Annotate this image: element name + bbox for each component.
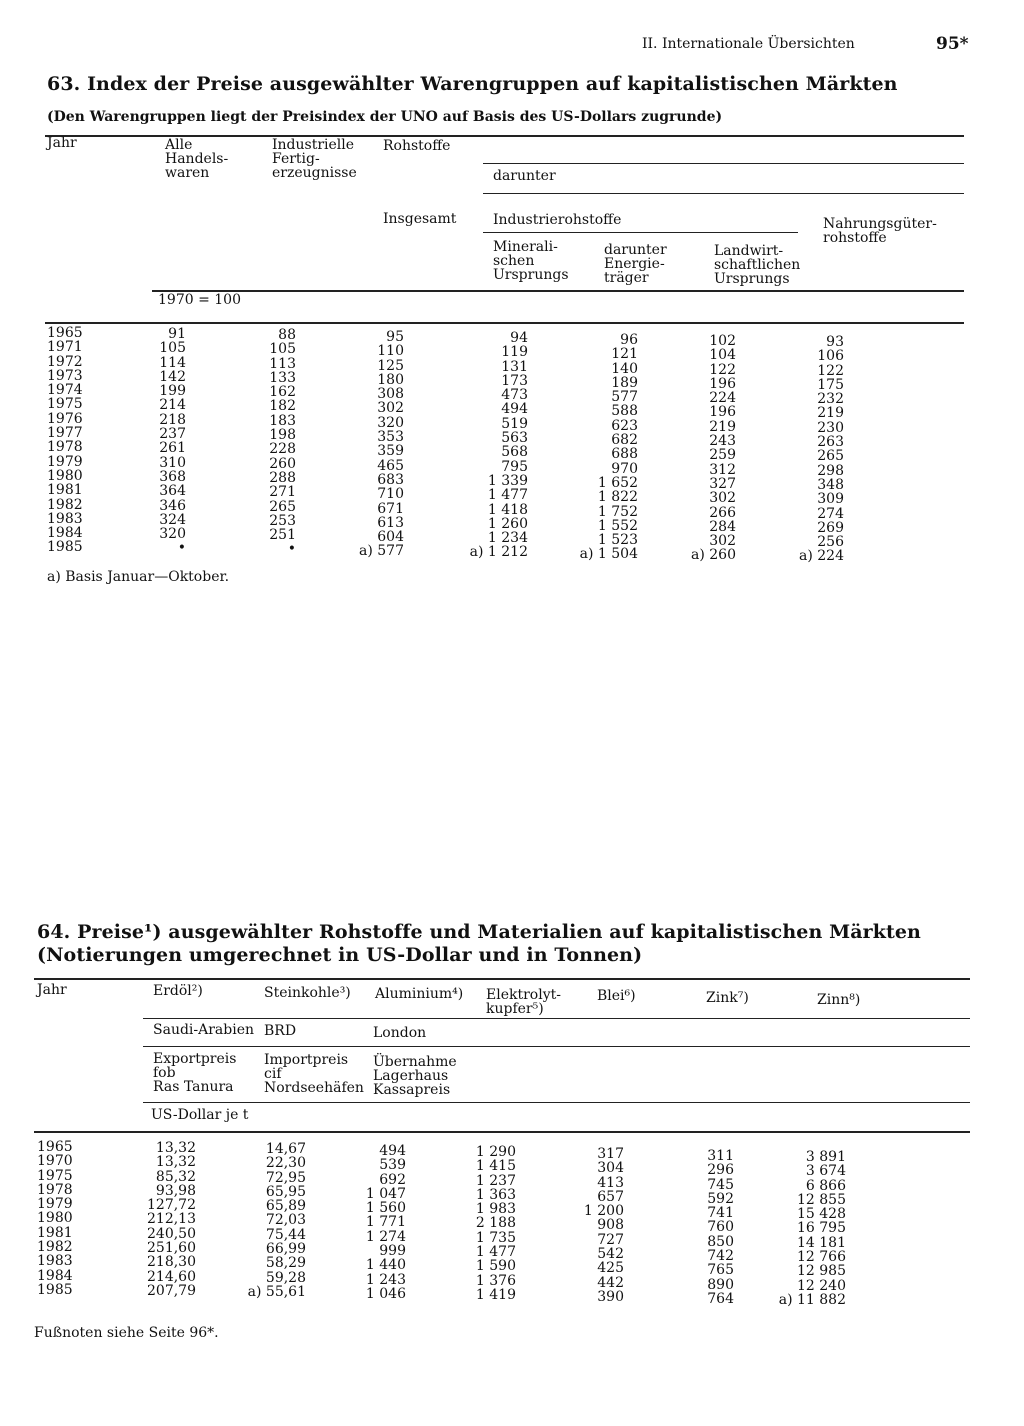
table-cell: 263	[817, 434, 844, 451]
table-cell: a) 260	[691, 547, 736, 564]
table-cell: 198	[269, 427, 296, 444]
t64-years	[37, 1140, 73, 1297]
table-cell: 104	[709, 347, 736, 364]
table-cell: 1 418	[487, 501, 528, 518]
table-cell: 142	[159, 368, 186, 385]
table-cell: 2 188	[475, 1215, 516, 1232]
table-cell: 122	[709, 361, 736, 378]
t63-header-landwirt: Landwirt- schaftlichen Ursprungs	[714, 243, 801, 287]
table-cell: 85,32	[155, 1168, 196, 1185]
table-cell: 269	[817, 519, 844, 536]
table-cell: 131	[501, 358, 528, 375]
table-cell: 232	[817, 391, 844, 408]
t63-col-alle	[130, 327, 186, 556]
table-cell: 121	[611, 346, 638, 363]
table-cell: 1 752	[597, 503, 638, 520]
table-cell: 745	[707, 1176, 734, 1193]
table-cell: 683	[377, 471, 404, 488]
table-cell: 119	[501, 344, 528, 361]
t64-header-import: Importpreis cif Nordseehäfen	[264, 1052, 364, 1096]
table-cell: 15 428	[797, 1206, 846, 1223]
t63-col-nahrung	[780, 335, 844, 564]
table-cell: 265	[817, 448, 844, 465]
table-cell: 284	[709, 518, 736, 535]
t63-col-landwirt	[680, 334, 736, 563]
table-cell: 94	[510, 330, 528, 346]
table-cell: 75,44	[265, 1226, 306, 1243]
table-cell: 682	[611, 432, 638, 449]
t63-header-alle: Alle Handels- waren	[165, 137, 229, 181]
table-cell: 364	[159, 483, 186, 500]
table-cell: 1965	[47, 325, 83, 341]
t63-header-energie: darunter Energie- träger	[604, 242, 667, 286]
table-cell: 1 046	[365, 1285, 406, 1302]
t64-rule-pricetype	[143, 1046, 970, 1047]
table-cell: 253	[269, 512, 296, 529]
table-cell: 623	[611, 417, 638, 434]
table-cell: 308	[377, 386, 404, 403]
t64-rule-unit	[143, 1102, 970, 1103]
table64-title-line2: (Notierungen umgerechnet in US-Dollar und in Tonnen)	[37, 944, 643, 966]
table-cell: 302	[709, 533, 736, 550]
table-cell: 1982	[47, 496, 83, 513]
table-cell: 309	[817, 491, 844, 508]
table-cell: a) 55,61	[247, 1283, 306, 1300]
table-cell: 742	[707, 1248, 734, 1265]
table-cell: •	[287, 541, 296, 558]
table-cell: 764	[707, 1290, 734, 1307]
table-cell: 93	[826, 334, 844, 350]
table-cell: 72,95	[265, 1169, 306, 1186]
table-cell: 127,72	[147, 1197, 196, 1214]
table-cell: 1979	[37, 1196, 73, 1213]
table-cell: 311	[707, 1148, 734, 1164]
table-cell: 72,03	[265, 1212, 306, 1229]
table-cell: 302	[377, 400, 404, 417]
table-cell: 110	[377, 343, 404, 360]
table-cell: 3 891	[805, 1149, 846, 1165]
table-cell: 324	[159, 511, 186, 528]
table-cell: 1970	[37, 1153, 73, 1170]
t64-header-brd: BRD	[264, 1023, 297, 1039]
table-cell: 96	[620, 332, 638, 348]
table-cell: 65,89	[265, 1198, 306, 1215]
table-cell: 1973	[47, 367, 83, 384]
table-cell: 890	[707, 1276, 734, 1293]
table-cell: 688	[611, 446, 638, 463]
t63-rule-darunter	[483, 163, 964, 164]
table-cell: 16 795	[797, 1220, 846, 1237]
table-cell: 1 771	[365, 1214, 406, 1231]
t63-header-basis: 1970 = 100	[158, 292, 241, 308]
table-cell: 214,60	[147, 1268, 196, 1285]
t64-header-uebernahme: Übernahme Lagerhaus Kassapreis	[373, 1054, 457, 1098]
t63-footnote: a) Basis Januar—Oktober.	[47, 569, 230, 585]
table-cell: 312	[709, 461, 736, 478]
t63-rule-industrie	[483, 232, 798, 233]
table-cell: 368	[159, 468, 186, 485]
table-cell: 3 674	[805, 1163, 846, 1180]
table-cell: 12 240	[797, 1277, 846, 1294]
t63-header-jahr: Jahr	[47, 135, 77, 151]
table-cell: 588	[611, 403, 638, 420]
table-cell: 1 735	[475, 1229, 516, 1246]
table-cell: 122	[817, 362, 844, 379]
table-cell: 1982	[37, 1239, 73, 1256]
table-cell: 1985	[37, 1281, 73, 1298]
table-cell: 710	[377, 486, 404, 503]
table-cell: 207,79	[147, 1282, 196, 1299]
table-cell: 199	[159, 383, 186, 400]
table-cell: 1983	[47, 510, 83, 527]
table-cell: 1979	[47, 453, 83, 470]
table-cell: 114	[159, 354, 186, 371]
table-cell: 1985	[47, 539, 83, 556]
table-cell: 1 234	[487, 530, 528, 547]
table-cell: 95	[386, 329, 404, 345]
table-cell: 14,67	[265, 1141, 306, 1157]
table-cell: 180	[377, 371, 404, 388]
table-cell: 1977	[47, 425, 83, 442]
table-cell: 251	[269, 527, 296, 544]
table-cell: 657	[597, 1188, 624, 1205]
table-cell: 1 415	[475, 1158, 516, 1175]
t63-header-insgesamt: Insgesamt	[383, 211, 457, 227]
table-cell: 346	[159, 497, 186, 514]
table-cell: 425	[597, 1260, 624, 1277]
table-cell: 175	[817, 376, 844, 393]
table-cell: 189	[611, 374, 638, 391]
table-cell: 577	[611, 389, 638, 406]
table-cell: 1 440	[365, 1257, 406, 1274]
table-cell: 473	[501, 387, 528, 404]
table-cell: 317	[597, 1146, 624, 1162]
table-cell: a) 11 882	[778, 1291, 846, 1308]
table-cell: 182	[269, 398, 296, 415]
table-cell: 1978	[37, 1181, 73, 1198]
table-cell: 6 866	[805, 1177, 846, 1194]
table-cell: 1974	[47, 382, 83, 399]
table-cell: 1 552	[597, 517, 638, 534]
table-cell: 1 477	[475, 1244, 516, 1261]
table-cell: 196	[709, 404, 736, 421]
table-cell: 539	[379, 1157, 406, 1174]
table-cell: 1 047	[365, 1185, 406, 1202]
table-cell: a) 1 212	[469, 544, 528, 561]
t63-header-industrielle: Industrielle Fertig- erzeugnisse	[272, 137, 357, 181]
table-cell: 14 181	[797, 1234, 846, 1251]
table-cell: 970	[611, 460, 638, 477]
t63-rule-body	[45, 322, 964, 324]
table-cell: 1984	[37, 1267, 73, 1284]
table-cell: 760	[707, 1219, 734, 1236]
table-cell: 12 766	[797, 1249, 846, 1266]
table-cell: 228	[269, 441, 296, 458]
table-cell: 850	[707, 1233, 734, 1250]
table-cell: 1975	[47, 396, 83, 413]
t64-header-zink: Zink⁷)	[706, 990, 749, 1006]
table-cell: 22,30	[265, 1155, 306, 1172]
table-cell: a) 577	[359, 543, 404, 560]
table-cell: 692	[379, 1171, 406, 1188]
table-cell: 230	[817, 419, 844, 436]
table-cell: 727	[597, 1231, 624, 1248]
table-cell: 348	[817, 476, 844, 493]
t64-top-rule	[34, 978, 970, 980]
table-cell: 1975	[37, 1167, 73, 1184]
table-cell: 296	[707, 1162, 734, 1179]
t64-header-export: Exportpreis fob Ras Tanura	[153, 1051, 237, 1095]
table-cell: 327	[709, 475, 736, 492]
t64-col-zinn	[760, 1150, 846, 1307]
t64-header-kupfer: Elektrolyt- kupfer⁵)	[486, 987, 561, 1017]
t64-header-steinkohle: Steinkohle³)	[264, 985, 351, 1001]
table-cell: 298	[817, 462, 844, 479]
table-cell: 113	[269, 355, 296, 372]
table-cell: 13,32	[155, 1154, 196, 1171]
table-cell: 173	[501, 372, 528, 389]
table-cell: 59,28	[265, 1269, 306, 1286]
t64-rule-region	[143, 1018, 970, 1019]
table-cell: 908	[597, 1217, 624, 1234]
table-cell: 105	[159, 340, 186, 357]
table-cell: 1984	[47, 525, 83, 542]
t63-header-nahrung: Nahrungsgüter- rohstoffe	[823, 216, 937, 246]
running-header: II. Internationale Übersichten	[642, 36, 855, 52]
table-cell: 1981	[47, 482, 83, 499]
table63-subtitle: (Den Warengruppen liegt der Preisindex der UNO auf Basis des US-Dollars zugrunde)	[47, 109, 723, 125]
table-cell: 1981	[37, 1224, 73, 1241]
table-cell: 1 560	[365, 1200, 406, 1217]
t63-header-rohstoffe: Rohstoffe	[383, 138, 451, 154]
table-cell: 494	[501, 401, 528, 418]
t63-header-mineral: Minerali- schen Ursprungs	[493, 239, 569, 283]
table-cell: 1 477	[487, 487, 528, 504]
table-cell: 1 200	[583, 1203, 624, 1220]
t63-rule-below-darunter	[483, 193, 964, 194]
t64-col-aluminium	[340, 1144, 406, 1301]
t64-col-zink	[670, 1149, 734, 1306]
table-cell: 613	[377, 514, 404, 531]
table-cell: 442	[597, 1274, 624, 1291]
table-cell: 1 274	[365, 1228, 406, 1245]
table-cell: 240,50	[147, 1225, 196, 1242]
table-cell: 1 983	[475, 1201, 516, 1218]
table-cell: 133	[269, 369, 296, 386]
table-cell: 1 419	[475, 1286, 516, 1303]
t63-col-energie	[560, 333, 638, 562]
table-cell: 1 237	[475, 1172, 516, 1189]
t64-header-aluminium: Aluminium⁴)	[375, 986, 464, 1002]
table-cell: 999	[379, 1243, 406, 1260]
table-cell: 390	[597, 1288, 624, 1305]
table-cell: 604	[377, 529, 404, 546]
table-cell: 218,30	[147, 1254, 196, 1271]
table-cell: 1 523	[597, 532, 638, 549]
table-cell: 1983	[37, 1253, 73, 1270]
table-cell: 359	[377, 443, 404, 460]
table-cell: 243	[709, 433, 736, 450]
table-cell: •	[177, 540, 186, 557]
t63-col-mineral	[450, 331, 528, 560]
t63-col-industrielle	[240, 328, 296, 557]
table-cell: 563	[501, 430, 528, 447]
table-cell: 592	[707, 1190, 734, 1207]
table-cell: 320	[159, 526, 186, 543]
t63-header-darunter: darunter	[493, 168, 556, 184]
t64-footnote: Fußnoten siehe Seite 96*.	[34, 1325, 219, 1341]
page-number: 95*	[936, 34, 969, 54]
table-cell: 568	[501, 444, 528, 461]
table-cell: 256	[817, 534, 844, 551]
table-cell: 13,32	[155, 1140, 196, 1156]
table-cell: 465	[377, 457, 404, 474]
table-cell: 105	[269, 341, 296, 358]
t64-col-steinkohle	[230, 1142, 306, 1299]
table-cell: 542	[597, 1246, 624, 1263]
table-cell: 494	[379, 1143, 406, 1159]
table-cell: 765	[707, 1262, 734, 1279]
table-cell: 1 243	[365, 1271, 406, 1288]
table-cell: 1978	[47, 439, 83, 456]
t63-col-insgesamt	[320, 330, 404, 559]
table-cell: 140	[611, 360, 638, 377]
t64-header-unit: US-Dollar je t	[151, 1107, 249, 1123]
table64-title-line1: 64. Preise¹) ausgewählter Rohstoffe und Materialien auf kapitalistischen Märkten	[37, 921, 921, 943]
t64-col-erdoel	[120, 1141, 196, 1298]
table-cell: 304	[597, 1160, 624, 1177]
t63-years	[47, 326, 83, 555]
table-cell: 519	[501, 415, 528, 432]
table-cell: 260	[269, 455, 296, 472]
table-cell: 58,29	[265, 1255, 306, 1272]
table-cell: 1965	[37, 1139, 73, 1155]
table-cell: 12 855	[797, 1191, 846, 1208]
table-cell: 288	[269, 469, 296, 486]
table-cell: 1 590	[475, 1258, 516, 1275]
table-cell: 183	[269, 412, 296, 429]
table-cell: 259	[709, 447, 736, 464]
table63-title: 63. Index der Preise ausgewählter Warengruppen auf kapitalistischen Märkten	[47, 73, 898, 95]
table-cell: a) 224	[799, 548, 844, 565]
t63-header-industrierohstoffe: Industrierohstoffe	[493, 212, 622, 228]
table-cell: 251,60	[147, 1240, 196, 1257]
table-cell: 237	[159, 426, 186, 443]
table-cell: 1972	[47, 353, 83, 370]
table-cell: 274	[817, 505, 844, 522]
table-cell: 671	[377, 500, 404, 517]
t64-header-erdoel: Erdöl²)	[153, 983, 203, 999]
table-cell: 302	[709, 490, 736, 507]
t64-rule-body	[34, 1131, 970, 1133]
table-cell: 353	[377, 429, 404, 446]
table-cell: 1 339	[487, 472, 528, 489]
t64-header-london: London	[373, 1025, 427, 1041]
t64-col-blei	[560, 1147, 624, 1304]
table-cell: 224	[709, 390, 736, 407]
t64-header-jahr: Jahr	[37, 982, 67, 998]
table-cell: 1 260	[487, 515, 528, 532]
table-cell: 320	[377, 414, 404, 431]
table-cell: 218	[159, 411, 186, 428]
table-cell: 266	[709, 504, 736, 521]
table-cell: 219	[709, 418, 736, 435]
table-cell: 125	[377, 357, 404, 374]
table-cell: 102	[709, 333, 736, 349]
table-cell: 1 376	[475, 1272, 516, 1289]
table-cell: 12 985	[797, 1263, 846, 1280]
table-cell: 741	[707, 1205, 734, 1222]
table-cell: 1976	[47, 410, 83, 427]
table-cell: 162	[269, 384, 296, 401]
table-cell: 88	[278, 327, 296, 343]
table-cell: 795	[501, 458, 528, 475]
table-cell: 66,99	[265, 1241, 306, 1258]
table-cell: 91	[168, 326, 186, 342]
table-cell: 106	[817, 348, 844, 365]
table-cell: 1 652	[597, 474, 638, 491]
table-cell: 271	[269, 484, 296, 501]
table-cell: 93,98	[155, 1182, 196, 1199]
table-cell: 1971	[47, 339, 83, 356]
table-cell: a) 1 504	[579, 546, 638, 563]
t64-header-zinn: Zinn⁸)	[817, 992, 861, 1008]
table-cell: 219	[817, 405, 844, 422]
table-cell: 265	[269, 498, 296, 515]
t63-rule-basis	[152, 290, 964, 292]
table-cell: 212,13	[147, 1211, 196, 1228]
table-cell: 1980	[47, 467, 83, 484]
table-cell: 413	[597, 1174, 624, 1191]
table-cell: 261	[159, 440, 186, 457]
table-cell: 310	[159, 454, 186, 471]
table-cell: 1 290	[475, 1144, 516, 1160]
table-cell: 1980	[37, 1210, 73, 1227]
table-cell: 65,95	[265, 1183, 306, 1200]
t64-col-kupfer	[450, 1145, 516, 1302]
table-cell: 1 822	[597, 489, 638, 506]
table-cell: 214	[159, 397, 186, 414]
t64-header-blei: Blei⁶)	[597, 988, 636, 1004]
table-cell: 196	[709, 375, 736, 392]
t64-header-saudi: Saudi-Arabien	[153, 1022, 255, 1038]
table-cell: 1 363	[475, 1186, 516, 1203]
